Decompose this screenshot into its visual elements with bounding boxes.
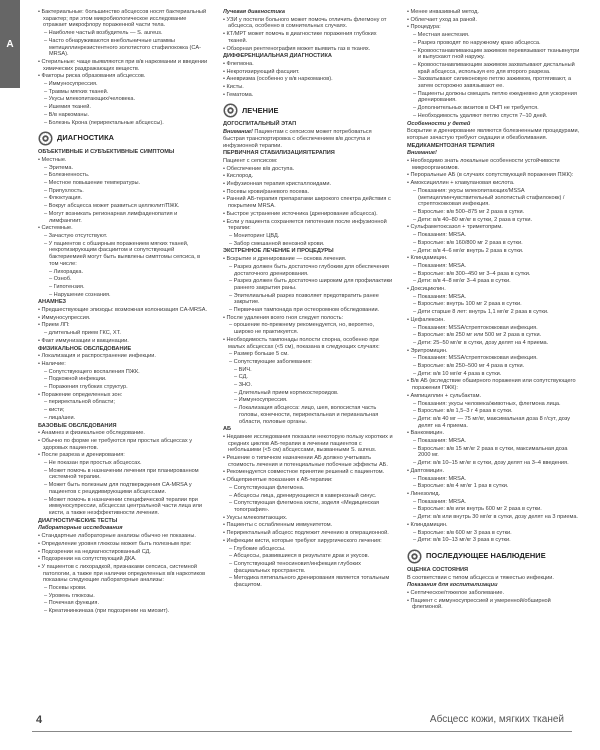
bullet-item: • Общепринятые показания к АБ-терапии: bbox=[223, 477, 393, 484]
subsection-heading: ДИАГНОСТИЧЕСКИЕ ТЕСТЫ bbox=[38, 517, 118, 524]
dash-item: – Показания: укусы млекопитающих/MSSA (метициллинчувствительный золотистый стафилококк) / стрептококковая инфекция. bbox=[407, 188, 580, 208]
bullet-item: • Подозрении на недиагностированный СД. bbox=[38, 549, 208, 556]
dash-item: – Кровоостанавливающим зажимом перевязывают тканьвнутри и выпускают гной наружу. bbox=[407, 48, 580, 61]
dash-item: – Дети: в/в 40 мг — 75 мг/кг, максимальная доза 8 г/сут, дозу делят на 4 приема. bbox=[407, 416, 580, 429]
dash-item: – Пациенты должны смещать петлю ежедневно для ускорения дренирования. bbox=[407, 91, 580, 104]
subdash-item: – Локализация абсцесса: лицо, шея, волосистая часть головы, конечности, периректальная и перианальная области, половые органы. bbox=[223, 405, 393, 425]
bullet-item: • Локализация и распространение инфекции. bbox=[38, 353, 208, 360]
subsection-heading: АНАМНЕЗ bbox=[38, 299, 67, 306]
section-gear-icon bbox=[38, 131, 53, 146]
subsection-heading: ОБЪЕКТИВНЫЕ И СУБЪЕКТИВНЫЕ СИМПТОМЫ bbox=[38, 149, 175, 156]
bullet-item: • Бактериальные: большинство абсцессов носят бактериальный характер; при этом микробиологическое исследование отражает микрофлору пораженной части тела. bbox=[38, 9, 208, 29]
section-title: ДИАГНОСТИКА bbox=[57, 133, 115, 143]
dash-item: – Захватывают силиконовую петлю зажимом, протягивают, а затем осторожно завязывают ее. bbox=[407, 76, 580, 89]
dash-item: – Дети: в/в 10–13 мг/кг 3 раза в сутки. bbox=[407, 537, 580, 544]
dash-item: – Дети: в/в 40–80 мг/кг в сутки, 2 раза в сутки. bbox=[407, 217, 580, 224]
subsection-heading: ДИФФЕРЕНЦИАЛЬНАЯ ДИАГНОСТИКА bbox=[223, 53, 332, 60]
dash-item: – Показания: укусы человека/животных, флегмона лица. bbox=[407, 401, 580, 408]
subsection-heading: ОЦЕНКА СОСТОЯНИЯ bbox=[407, 566, 469, 573]
subdash-item: – Лихорадка. bbox=[38, 269, 208, 276]
dash-item: – Часто обнаруживаются внебольничные штаммы метициллинрезистентного золотистого стафилококка (CA-MRSA). bbox=[38, 38, 208, 58]
dash-item: – Разрез должен быть достаточно глубоким для обеспечения достаточного дренирования. bbox=[223, 264, 393, 277]
bullet-item: • Менее инвазивный метод. bbox=[407, 9, 580, 16]
dash-item: – Сопутствующая флегмона. bbox=[223, 485, 393, 492]
dash-item: – Взрослые: в/в 15 мг/кг 2 раза в сутки, максимальная доза 2000 мг. bbox=[407, 446, 580, 459]
dash-item: – Взрослые: в/в 250 мг или 500 мг 2 раза в сутки. bbox=[407, 332, 580, 339]
dash-item: – Уровень глюкозы. bbox=[38, 593, 208, 600]
dash-item: – Дополнительных визитов в ОНП не требуется. bbox=[407, 105, 580, 112]
bullet-item: • Даптомицин. bbox=[407, 468, 580, 475]
bullet-item: • Клиндамицин. bbox=[407, 522, 580, 529]
dash-item: – Почечная функция. bbox=[38, 600, 208, 607]
dash-item: – Дети: в/в 10 мг/кг 4 раза в сутки. bbox=[407, 371, 580, 378]
bullet-item: • Инфузионная терапия кристаллоидами. bbox=[223, 181, 393, 188]
dash-item: – Взрослые: в/в 300–450 мг 3–4 раза в сутки. bbox=[407, 271, 580, 278]
bullet-item: • Флегмона. bbox=[223, 61, 393, 68]
subdash-item: – Гипотензия. bbox=[38, 284, 208, 291]
dash-item: – Взрослые: в/в или внутрь 600 мг 2 раза в сутки. bbox=[407, 506, 580, 513]
bullet-item: • Гематома. bbox=[223, 92, 393, 99]
dash-item: – лица/шеи. bbox=[38, 415, 208, 422]
dash-item: – Может помочь в назначении лечения при планированном системной терапии. bbox=[38, 468, 208, 481]
section-title: ЛЕЧЕНИЕ bbox=[242, 105, 279, 115]
bullet-item: • Необходимо знать локальные особенности устойчивости микроорганизмов. bbox=[407, 158, 580, 171]
dash-item: – Посевы крови. bbox=[38, 585, 208, 592]
bullet-item: • Обзорная рентгенография может выявить газ в тканях. bbox=[223, 46, 393, 53]
bullet-item: • Быстрое устранение источника (дренирование абсцесса). bbox=[223, 211, 393, 218]
dash-item: – Показания: MRSA. bbox=[407, 294, 580, 301]
dash-item: – Взрослые: в/в 160/800 мг 2 раза в сутки. bbox=[407, 240, 580, 247]
dash-item: – Поражения глубоких структур. bbox=[38, 384, 208, 391]
bullet-item: • После удаления всего гноя следует полость: bbox=[223, 315, 393, 322]
dash-item: – орошение по-прежнему рекомендуется, но, вероятно, широко не практикуется. bbox=[223, 322, 393, 335]
section-header bbox=[223, 103, 393, 118]
subsubsection-heading: Внимание! bbox=[407, 150, 437, 157]
subsubsection-heading: Лучевая диагностика bbox=[223, 9, 285, 15]
dash-item: – Взрослые: в/в 500–875 мг 2 раза в сутки. bbox=[407, 209, 580, 216]
running-title: Абсцесс кожи, мягких тканей bbox=[429, 714, 564, 725]
bullet-item: • Иммуносупрессия. bbox=[38, 315, 208, 322]
dash-item: – Ишемия тканей. bbox=[38, 104, 208, 111]
dash-item: – Травмы мягких тканей. bbox=[38, 89, 208, 96]
dash-item: – Флюктуация. bbox=[38, 195, 208, 202]
dash-item: – Мониторинг ЦВД. bbox=[223, 233, 393, 240]
subsection-heading: БАЗОВЫЕ ОБСЛЕДОВАНИЯ bbox=[38, 422, 117, 429]
bullet-item: • Кислород. bbox=[223, 173, 393, 180]
bullet-item: • Факторы риска образования абсцессов. bbox=[38, 73, 208, 80]
dash-item: – Разрез проводят по наружному краю абсцесса. bbox=[407, 40, 580, 47]
dash-item: – Зачастую отсутствуют. bbox=[38, 233, 208, 240]
bullet-item: • Поражение определенных зон: bbox=[38, 392, 208, 399]
dash-item: – Болезненность. bbox=[38, 172, 208, 179]
section-gear-icon bbox=[407, 549, 422, 564]
notice-paragraph: Внимание! Пациентам с сепсисом может потребоваться быстрая транспортировка с обеспечением в/в доступа и инфузионной терапии. bbox=[223, 129, 372, 149]
bullet-item: • Линезолид. bbox=[407, 491, 580, 498]
dash-item: – Показания: MRSA. bbox=[407, 499, 580, 506]
section-letter: А bbox=[6, 38, 14, 50]
bullet-item: • Рекомендуется совместное принятие решений с пациентом. bbox=[223, 469, 393, 476]
dash-item: – Дети: в/в 10–15 мг/кг в сутки, дозу делят на 3–4 введения. bbox=[407, 460, 580, 467]
dash-item: – Сопутствующие заболевания: bbox=[223, 359, 393, 366]
paragraph: В соответствии с типом абсцесса и тяжестью инфекции. bbox=[407, 574, 554, 581]
dash-item: – Эпителиальный разрез позволяет предотвратить ранее закрытие. bbox=[223, 293, 393, 306]
bullet-item: • Системные. bbox=[38, 225, 208, 232]
bullet-item: • Пациенты с ослабленным иммунитетом. bbox=[223, 522, 393, 529]
dash-item: – Забор смешанной венозной крови. bbox=[223, 241, 393, 248]
section-gear-icon bbox=[223, 103, 238, 118]
paragraph: Пациент с сепсисом: bbox=[223, 157, 278, 164]
bullet-item: • Амоксициллин + клавулановая кислота. bbox=[407, 180, 580, 187]
section-title: ПОСЛЕДУЮЩЕЕ НАБЛЮДЕНИЕ bbox=[426, 550, 546, 560]
dash-item: – У пациентов с обширным поражением мягких тканей, некротизирующим фасциитом и сопутствующей бактериемией могут быть выявлены симптомы сепсиса, в том числе: bbox=[38, 241, 208, 268]
dash-item: – Дети: 25–50 мг/кг в сутки, дозу делят на 4 приема. bbox=[407, 340, 580, 347]
bullet-item: • Обеспечение в/в доступа. bbox=[223, 166, 393, 173]
bullet-item: • КТ/МРТ может помочь в диагностике поражения глубоких тканей. bbox=[223, 31, 393, 44]
bullet-item: • Ранний АБ-терапия препаратами широкого спектра действия с покрытием MRSA. bbox=[223, 196, 393, 209]
bullet-item: • Вскрытие и дренирование — основа лечения. bbox=[223, 256, 393, 263]
dash-item: – Необходимость удаляют петлю спустя 7–10 дней. bbox=[407, 113, 580, 120]
dash-item: – Может быть полезным для подтверждения CA-MRSA у пациентов с рецидивирующими абсцессами. bbox=[38, 482, 208, 495]
footer-rule bbox=[32, 731, 572, 732]
dash-item: – Припухлость. bbox=[38, 188, 208, 195]
subsubsection-heading: Особенности у детей bbox=[407, 120, 471, 127]
dash-item: – Сопутствующего воспаления ПЖК. bbox=[38, 369, 208, 376]
bullet-item: • Некротизирующий фасциит. bbox=[223, 69, 393, 76]
bullet-item: • Если у пациента сохраняется гипотензия после инфузионной терапии: bbox=[223, 219, 393, 232]
bullet-item: • Аневризма (особенно у в/в наркоманов). bbox=[223, 76, 393, 83]
dash-item: – Дети: в/в или внутрь 30 мг/кг в сутки, дозу делят на 3 приема. bbox=[407, 514, 580, 521]
dash-item: – В/в наркоманы. bbox=[38, 112, 208, 119]
dash-item: – длительный прием ГКС, ХТ. bbox=[38, 330, 208, 337]
dash-item: – Может помочь в назначении специфической терапии при иммуносупрессии, абсцессах центральной части лица или кисти, а также неэффективности лечения. bbox=[38, 497, 208, 517]
subdash-item: – Нарушение сознания. bbox=[38, 292, 208, 299]
dash-item: – Укусы млекопитающих/человека. bbox=[38, 96, 208, 103]
dash-item: – Разрез должен быть достаточно широким для профилактики раннего закрытия раны. bbox=[223, 278, 393, 291]
column-middle bbox=[223, 9, 393, 695]
dash-item: – Сопутствующая флегмона кисти, зоделя «Медицинская топография». bbox=[223, 500, 393, 513]
column-right bbox=[407, 9, 580, 695]
subsubsection-heading: Лабораторные исследования bbox=[38, 525, 123, 532]
bullet-item: • Обычно по форме не требуются при простых абсцессах у здоровых пациентов. bbox=[38, 438, 208, 451]
dash-item: – Сопутствующий теносиновит/инфекция глубоких фасциальных пространств. bbox=[223, 561, 393, 574]
bullet-item: • Ванкомицин. bbox=[407, 430, 580, 437]
bullet-item: • Эритромицин. bbox=[407, 348, 580, 355]
dash-item: – Подкожной инфекции. bbox=[38, 376, 208, 383]
dash-item: – Эритема. bbox=[38, 165, 208, 172]
subsection-heading: ФИЗИКАЛЬНОЕ ОБСЛЕДОВАНИЕ bbox=[38, 345, 132, 352]
dash-item: – Креатининкиназа (при подозрении на миозит). bbox=[38, 608, 208, 615]
subsection-heading: ЭКСТРЕННОЕ ЛЕЧЕНИЕ И ПРОЦЕДУРЫ bbox=[223, 248, 334, 255]
bullet-item: • Инфекции кисти, которые требуют хирургического лечения: bbox=[223, 538, 393, 545]
bullet-item: • Прием ЛП: bbox=[38, 322, 208, 329]
bullet-item: • Септическое/тяжелое заболевание. bbox=[407, 590, 580, 597]
bullet-item: • Процедура: bbox=[407, 24, 580, 31]
bullet-item: • Пациент с иммуносупрессией и умеренной/обширной флегмоной. bbox=[407, 598, 580, 611]
bullet-item: • Облегчает уход за раной. bbox=[407, 17, 580, 24]
dash-item: – Показания: MRSA. bbox=[407, 263, 580, 270]
subdash-item: – ВИЧ. bbox=[223, 367, 393, 374]
dash-item: – Глубокие абсцессы. bbox=[223, 546, 393, 553]
bullet-item: • Кисты. bbox=[223, 84, 393, 91]
dash-item: – Первичная тампонада при остеоромном обследовании. bbox=[223, 307, 393, 314]
dash-item: – Дети старше 8 лет: внутрь 1,1 мг/кг 2 раза в сутки. bbox=[407, 309, 580, 316]
bullet-item: • После разреза и дренирования: bbox=[38, 452, 208, 459]
dash-item: – Могут возникать регионарная лимфаденопатия и лимфангиит. bbox=[38, 211, 208, 224]
dash-item: – Абсцессы, развившиеся в результате драк и укусов. bbox=[223, 553, 393, 560]
subdash-item: – Длительный прием кортикостероидов. bbox=[223, 390, 393, 397]
dash-item: – Иммуносупрессия. bbox=[38, 81, 208, 88]
dash-item: – Взрослые: в/в 250–500 мг 4 раза в сутки. bbox=[407, 363, 580, 370]
dash-item: – Методика пятипального дренирования является тотальным фасцитом. bbox=[223, 575, 393, 588]
dash-item: – Местная анестезия. bbox=[407, 32, 580, 39]
bullet-item: • Ампициллин + сульбактам. bbox=[407, 393, 580, 400]
bullet-item: • Решение о типичном назначении АБ должно учитывать стоимость лечения и потенциальные побочные эффекты АБ. bbox=[223, 455, 393, 468]
paragraph: Вскрытие и дренирование являются болезненными процедурами, которые зачастую требуют седации и обезболивания. bbox=[407, 128, 580, 141]
bullet-item: • Факт иммунизации и вакцинации. bbox=[38, 338, 208, 345]
bullet-item: • Местные. bbox=[38, 157, 208, 164]
bullet-item: • УЗИ у постели больного может помочь отличить флегмону от абсцесса, особенно в сомнительных случаях. bbox=[223, 17, 393, 30]
dash-item: – Взрослые: в/в 1,5–3 г 4 раза в сутки. bbox=[407, 408, 580, 415]
section-header bbox=[38, 131, 208, 146]
bullet-item: • Наличие: bbox=[38, 361, 208, 368]
subdash-item: – Озноб. bbox=[38, 276, 208, 283]
bullet-item: • Клиндамицин. bbox=[407, 255, 580, 262]
dash-item: – Показания: MSSA/стрептококковая инфекция. bbox=[407, 355, 580, 362]
dash-item: – Показания: MSSA/стрептококковая инфекция. bbox=[407, 325, 580, 332]
subsection-heading: ПЕРВИЧНАЯ СТАБИЛИЗАЦИЯ/ТЕРАПИЯ bbox=[223, 150, 335, 157]
bullet-item: • Анамнез и физикальное обследование. bbox=[38, 430, 208, 437]
dash-item: – Наиболее частый возбудитель — S. aureus. bbox=[38, 30, 208, 37]
bullet-item: • Цефалексин. bbox=[407, 317, 580, 324]
bullet-item: • Недавние исследования показали некоторую пользу коротких и средних циклов АБ-терапии в лечении пациентов с небольшими (<5 см) абсцессами, вызванными S. aureus. bbox=[223, 434, 393, 454]
bullet-item: • В/в АБ (вследствие обширного поражения или сопутствующего поражения ПЖК): bbox=[407, 378, 580, 391]
dash-item: – Взрослые: внутрь 100 мг 2 раза в сутки. bbox=[407, 301, 580, 308]
dash-item: – Размер больше 5 см. bbox=[223, 351, 393, 358]
bullet-item: • Пероральные АБ (в случаях сопутствующей поражения ПЖК): bbox=[407, 172, 580, 179]
column-left bbox=[38, 9, 208, 695]
page-footer bbox=[32, 714, 572, 738]
dash-item: – Абсцессы лица, дренирующиеся в кавернозный синус. bbox=[223, 493, 393, 500]
bullet-item: • Определение уровня глюкозы может быть полезным при: bbox=[38, 541, 208, 548]
page-number: 4 bbox=[36, 714, 43, 726]
dash-item: – Не показан при простых абсцессах. bbox=[38, 460, 208, 467]
subsection-heading: МЕДИКАМЕНТОЗНАЯ ТЕРАПИЯ bbox=[407, 142, 495, 149]
dash-item: – Болезнь Крона (периректальные абсцессы). bbox=[38, 120, 208, 127]
bullet-item: • Посевы крови/раневого посева. bbox=[223, 189, 393, 196]
bullet-item: • У пациентов с лихорадкой, признаками сепсиса, системной патологии, а также при наличии определенных в/в наркотиков показаны следующие лабораторные анализы: bbox=[38, 564, 208, 584]
subdash-item: – Иммуносупрессия. bbox=[223, 397, 393, 404]
bullet-item: • Предшествующие эпизоды: возможная колонизация CA-MRSA. bbox=[38, 307, 208, 314]
bullet-item: • Доксициклин. bbox=[407, 286, 580, 293]
subsection-heading: ДОГОСПИТАЛЬНЫЙ ЭТАП bbox=[223, 121, 297, 128]
subsubsection-heading: Показания для госпитализации bbox=[407, 582, 498, 589]
dash-item: – Взрослые: в/в 4 мг/кг 1 раз в сутки. bbox=[407, 483, 580, 490]
dash-item: – Показания: MRSA. bbox=[407, 232, 580, 239]
bullet-item: • Сульфаметоксазол + триметоприм. bbox=[407, 224, 580, 231]
subsection-heading: АБ bbox=[223, 426, 232, 433]
section-tab bbox=[0, 0, 20, 88]
dash-item: – периректальной области; bbox=[38, 399, 208, 406]
dash-item: – Кровоостанавливающим зажимом захватывают дистальный край абсцесса, используя его для второго разреза. bbox=[407, 62, 580, 75]
bullet-item: • Необходимость тампонады полости спорна, особенно при малых абсцессах (<5 см), показана в следующих случаях: bbox=[223, 337, 393, 350]
section-header bbox=[407, 549, 580, 564]
dash-item: – Дети: в/в 4–8 мг/кг 3–4 раза в сутки. bbox=[407, 278, 580, 285]
bullet-item: • Стерильные: чаще выявляются при в/в наркомании и введении химических раздражающих веществ. bbox=[38, 59, 208, 72]
bullet-item: • Периректальный абсцесс подлежит лечению в операционной. bbox=[223, 530, 393, 537]
dash-item: – Показания: MRSA. bbox=[407, 476, 580, 483]
dash-item: – Местное повышение температуры. bbox=[38, 180, 208, 187]
dash-item: – кисти; bbox=[38, 407, 208, 414]
subdash-item: – ЗНО. bbox=[223, 382, 393, 389]
dash-item: – Дети: в/в 4–6 мг/кг внутрь 2 раза в сутки. bbox=[407, 248, 580, 255]
subdash-item: – СД. bbox=[223, 374, 393, 381]
bullet-item: • Подозрении на сопутствующий ДКА. bbox=[38, 556, 208, 563]
dash-item: – Показания: MRSA. bbox=[407, 438, 580, 445]
dash-item: – Вокруг абсцесса может развиться целлюлит/ПЖК. bbox=[38, 203, 208, 210]
bullet-item: • Укусы млекопитающих. bbox=[223, 515, 393, 522]
bullet-item: • Стандартные лабораторные анализы обычно не показаны. bbox=[38, 533, 208, 540]
dash-item: – Взрослые: в/в 600 мг 3 раза в сутки. bbox=[407, 530, 580, 537]
